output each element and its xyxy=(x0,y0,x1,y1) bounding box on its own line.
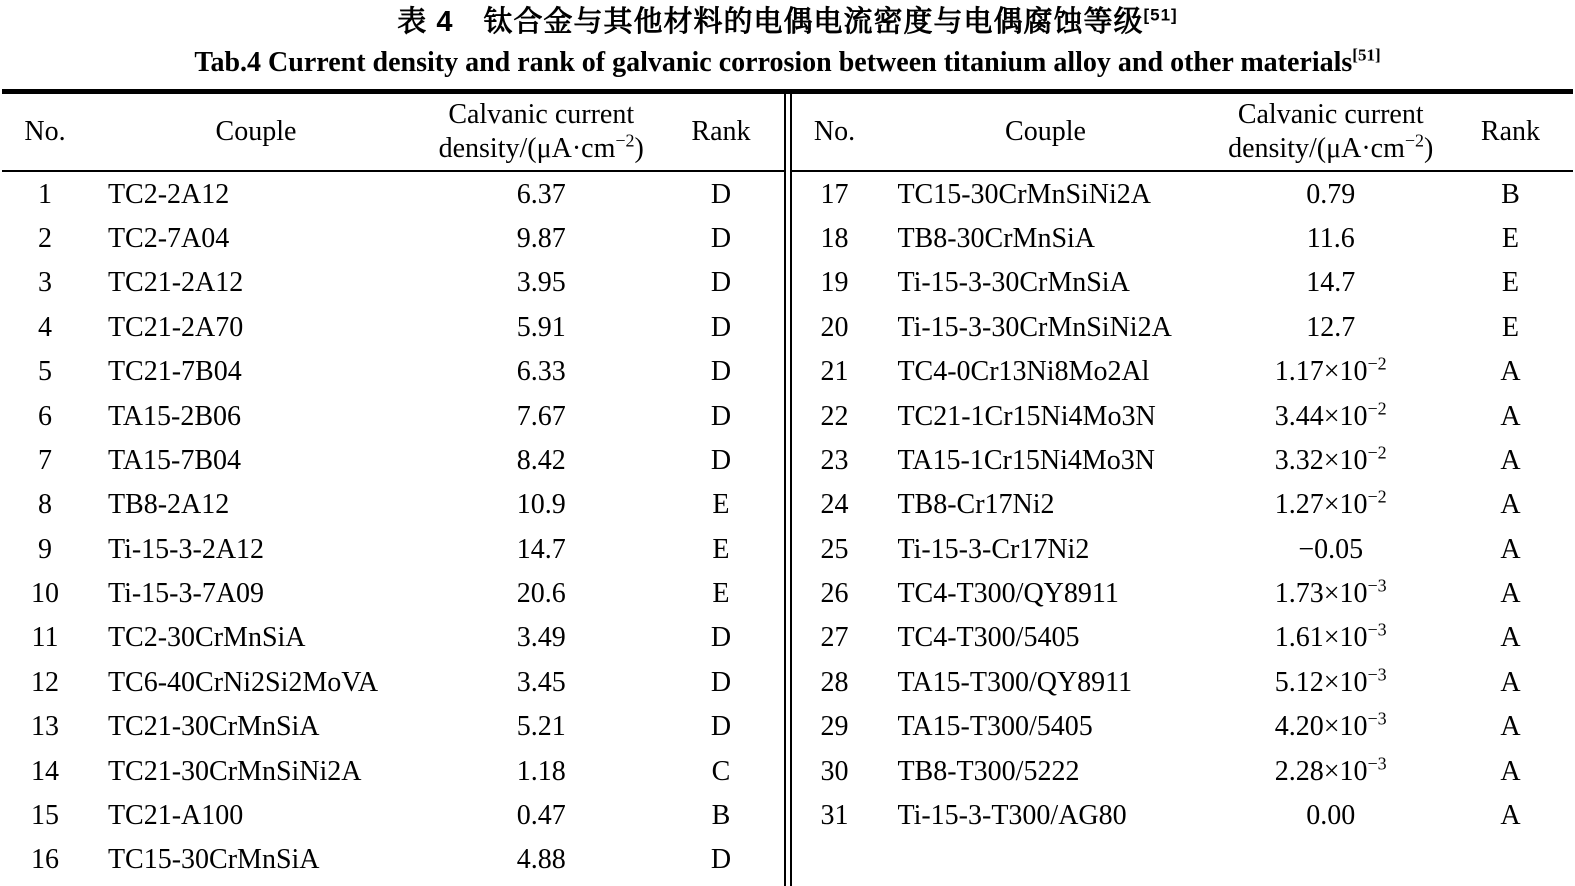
right-tbody xyxy=(792,171,1574,838)
caption-english xyxy=(0,46,1575,80)
cell-no: 18 xyxy=(820,222,849,254)
cell-no: 30 xyxy=(820,755,849,787)
table-row xyxy=(792,350,1574,394)
cell-no: 5 xyxy=(37,356,52,388)
cell-couple: TB8-Cr17Ni2 xyxy=(897,489,1055,521)
cell-density: 6.37 xyxy=(516,178,566,210)
cell-density: 1.18 xyxy=(516,755,566,787)
cell-rank: A xyxy=(1500,622,1521,654)
cell-no: 19 xyxy=(820,267,849,299)
cell-rank: E xyxy=(1501,267,1520,299)
cell-density: 0.00 xyxy=(1306,800,1356,832)
table-row xyxy=(792,171,1574,216)
cell-density: $4.20\times 10^{-3}$ xyxy=(1274,708,1387,743)
cell-rank: D xyxy=(710,311,732,343)
table-row xyxy=(2,217,784,261)
table-row xyxy=(2,483,784,527)
cell-density: 7.67 xyxy=(516,400,566,432)
cell-no: 9 xyxy=(37,533,52,565)
table-row xyxy=(2,171,784,216)
cell-couple: Ti-15-3-T300/AG80 xyxy=(897,800,1127,832)
cell-no: 21 xyxy=(820,356,849,388)
cell-rank: A xyxy=(1500,356,1521,388)
cell-rank: E xyxy=(1501,311,1520,343)
cell-couple: TC6-40CrNi2Si2MoVA xyxy=(107,666,379,698)
cell-density: $3.44\times 10^{-2}$ xyxy=(1274,398,1387,432)
col-header-rank: Rank xyxy=(658,94,783,171)
col-header-couple: Couple xyxy=(877,94,1213,171)
cell-couple: TC21-2A12 xyxy=(107,267,244,299)
table-row xyxy=(2,261,784,305)
cell-rank: C xyxy=(711,755,731,787)
header-row xyxy=(792,94,1574,171)
col-header-rank: Rank xyxy=(1448,94,1573,171)
cell-density: $1.61\times 10^{-3}$ xyxy=(1274,620,1387,654)
cell-no: 29 xyxy=(820,711,849,743)
cell-couple: TC21-A100 xyxy=(107,800,244,832)
caption-chinese xyxy=(0,0,1575,40)
cell-density: 14.7 xyxy=(1306,267,1356,299)
cell-rank: E xyxy=(712,533,730,565)
cell-couple: TA15-7B04 xyxy=(107,444,242,476)
cell-rank: B xyxy=(1501,178,1520,210)
cell-rank: D xyxy=(710,356,732,388)
cell-couple: TC15-30CrMnSiA xyxy=(107,844,320,876)
cell-rank: E xyxy=(712,489,730,521)
cell-couple: TC4-0Cr13Ni8Mo2Al xyxy=(897,356,1150,388)
cell-couple: TA15-2B06 xyxy=(107,400,242,432)
cell-density: 10.9 xyxy=(516,489,566,521)
cell-rank: D xyxy=(710,622,732,654)
cell-rank: E xyxy=(712,578,730,610)
cell-no: 12 xyxy=(30,666,59,698)
cell-density: 0.47 xyxy=(516,800,566,832)
right-subtable xyxy=(792,94,1574,886)
caption-english-text: Tab.4 Current density and rank of galvanic corrosion between titanium alloy and other materials xyxy=(194,46,1353,78)
table-row xyxy=(2,306,784,350)
cell-no: 8 xyxy=(37,489,52,521)
table-row xyxy=(2,616,784,660)
col-header-couple: Couple xyxy=(88,94,424,171)
table-row xyxy=(792,794,1574,838)
galvanic-corrosion-table xyxy=(2,89,1573,886)
cell-density: 3.95 xyxy=(516,267,566,299)
exponent: −2 xyxy=(1367,353,1387,374)
cell-couple: TC21-30CrMnSiA xyxy=(107,711,320,743)
cell-no: 25 xyxy=(820,533,849,565)
cell-rank: D xyxy=(710,400,732,432)
cell-rank: D xyxy=(710,844,732,876)
left-tbody xyxy=(2,171,784,882)
table-row xyxy=(792,705,1574,749)
exponent: −3 xyxy=(1367,575,1387,596)
cell-rank: A xyxy=(1500,755,1521,787)
cell-couple: Ti-15-3-30CrMnSiA xyxy=(897,267,1130,299)
cell-no: 26 xyxy=(820,578,849,610)
cell-couple: TC21-30CrMnSiNi2A xyxy=(107,755,362,787)
cell-no: 1 xyxy=(37,178,52,210)
cell-density: 14.7 xyxy=(516,533,566,565)
table-row xyxy=(792,749,1574,793)
cell-rank: E xyxy=(1501,222,1520,254)
table-row xyxy=(792,261,1574,305)
cell-no: 6 xyxy=(37,400,52,432)
cell-couple: TC4-T300/5405 xyxy=(897,622,1080,654)
cell-density: 6.33 xyxy=(516,356,566,388)
cell-density: $3.32\times 10^{-2}$ xyxy=(1274,442,1387,476)
table-row xyxy=(2,794,784,838)
cell-couple: TB8-30CrMnSiA xyxy=(897,222,1096,254)
caption-chinese-text: 表 4 钛合金与其他材料的电偶电流密度与电偶腐蚀等级 xyxy=(397,6,1144,38)
cell-couple: Ti-15-3-7A09 xyxy=(107,578,265,610)
cell-couple: TA15-T300/QY8911 xyxy=(897,666,1133,698)
table-row xyxy=(2,572,784,616)
cell-couple: TC4-T300/QY8911 xyxy=(897,578,1119,610)
cell-density: 4.88 xyxy=(516,844,566,876)
cell-couple: TC15-30CrMnSiNi2A xyxy=(897,178,1152,210)
cell-rank: A xyxy=(1500,489,1521,521)
cell-couple: TC2-7A04 xyxy=(107,222,230,254)
cell-no: 16 xyxy=(30,844,59,876)
table-row xyxy=(2,350,784,394)
cell-rank: D xyxy=(710,711,732,743)
cell-no: 31 xyxy=(820,800,849,832)
table-row xyxy=(792,306,1574,350)
reference-superscript: [51] xyxy=(1143,5,1178,25)
cell-no: 4 xyxy=(37,311,52,343)
cell-rank: A xyxy=(1500,578,1521,610)
cell-no: 2 xyxy=(37,222,52,254)
cell-no: 24 xyxy=(820,489,849,521)
reference-superscript: [51] xyxy=(1352,45,1381,65)
cell-density: $5.12\times 10^{-3}$ xyxy=(1274,664,1387,698)
cell-couple: TA15-T300/5405 xyxy=(897,711,1093,743)
cell-rank: A xyxy=(1500,444,1521,476)
cell-density: 3.45 xyxy=(516,666,566,698)
table-row xyxy=(792,439,1574,483)
col-header-density: Calvanic current density/$(\mu A\cdot cm^{-2})$ xyxy=(1214,94,1448,171)
cell-couple: TC21-7B04 xyxy=(107,356,242,388)
cell-rank: A xyxy=(1500,800,1521,832)
cell-no: 15 xyxy=(30,800,59,832)
cell-no: 11 xyxy=(31,622,59,654)
cell-rank: A xyxy=(1500,666,1521,698)
cell-density: 0.79 xyxy=(1306,178,1356,210)
exponent: −3 xyxy=(1367,620,1387,641)
table-row xyxy=(2,439,784,483)
cell-no: 3 xyxy=(37,267,52,299)
cell-no: 23 xyxy=(820,444,849,476)
cell-no: 17 xyxy=(820,178,849,210)
cell-density: $1.27\times 10^{-2}$ xyxy=(1274,486,1387,521)
table-row xyxy=(2,705,784,749)
left-subtable xyxy=(2,94,784,886)
cell-density: $1.73\times 10^{-3}$ xyxy=(1274,575,1387,610)
cell-couple: Ti-15-3-2A12 xyxy=(107,533,265,565)
cell-couple: Ti-15-3-Cr17Ni2 xyxy=(897,533,1090,565)
table-row xyxy=(2,394,784,438)
col-header-density: Calvanic current density/$(\mu A\cdot cm^{-2})$ xyxy=(424,94,658,171)
table-row xyxy=(792,616,1574,660)
cell-no: 13 xyxy=(30,711,59,743)
table-row xyxy=(792,217,1574,261)
cell-density: $2.28\times 10^{-3}$ xyxy=(1274,753,1387,787)
exponent: −2 xyxy=(1367,486,1387,507)
cell-couple: TB8-2A12 xyxy=(107,489,230,521)
vertical-divider xyxy=(784,94,792,886)
unit-exponent: −2 xyxy=(1404,131,1424,152)
cell-density: 5.91 xyxy=(516,311,566,343)
cell-couple: TC2-30CrMnSiA xyxy=(107,622,306,654)
cell-no: 10 xyxy=(30,578,59,610)
cell-couple: TC2-2A12 xyxy=(107,178,230,210)
cell-couple: Ti-15-3-30CrMnSiNi2A xyxy=(897,311,1172,343)
table-row xyxy=(792,572,1574,616)
col-header-no: No. xyxy=(2,94,88,171)
cell-rank: D xyxy=(710,178,732,210)
cell-density: 8.42 xyxy=(516,444,566,476)
cell-no: 14 xyxy=(30,755,59,787)
cell-rank: A xyxy=(1500,711,1521,743)
exponent: −3 xyxy=(1367,664,1387,685)
cell-rank: D xyxy=(710,222,732,254)
cell-couple: TA15-1Cr15Ni4Mo3N xyxy=(897,444,1155,476)
table-caption xyxy=(0,0,1575,79)
cell-no: 20 xyxy=(820,311,849,343)
cell-rank: B xyxy=(711,800,731,832)
cell-couple: TC21-1Cr15Ni4Mo3N xyxy=(897,400,1156,432)
table-row xyxy=(792,661,1574,705)
cell-rank: D xyxy=(710,666,732,698)
table-row xyxy=(792,394,1574,438)
cell-rank: A xyxy=(1500,400,1521,432)
cell-no: 28 xyxy=(820,666,849,698)
cell-density: 5.21 xyxy=(516,711,566,743)
cell-density: 9.87 xyxy=(516,222,566,254)
cell-couple: TB8-T300/5222 xyxy=(897,755,1080,787)
unit-exponent: −2 xyxy=(615,131,635,152)
table-row xyxy=(2,749,784,793)
cell-density: 11.6 xyxy=(1306,222,1355,254)
cell-no: 22 xyxy=(820,400,849,432)
table-row xyxy=(792,483,1574,527)
cell-density: 20.6 xyxy=(516,578,566,610)
exponent: −2 xyxy=(1367,398,1387,419)
cell-couple: TC21-2A70 xyxy=(107,311,244,343)
table-row xyxy=(2,838,784,882)
exponent: −3 xyxy=(1367,708,1387,729)
table-row xyxy=(2,528,784,572)
exponent: −3 xyxy=(1367,753,1387,774)
cell-density: 3.49 xyxy=(516,622,566,654)
cell-rank: D xyxy=(710,444,732,476)
table-row xyxy=(792,528,1574,572)
cell-rank: A xyxy=(1500,533,1521,565)
cell-no: 27 xyxy=(820,622,849,654)
col-header-no: No. xyxy=(792,94,878,171)
cell-density: 12.7 xyxy=(1306,311,1356,343)
header-row xyxy=(2,94,784,171)
cell-no: 7 xyxy=(37,444,52,476)
cell-density: −0.05 xyxy=(1298,533,1364,565)
cell-rank: D xyxy=(710,267,732,299)
exponent: −2 xyxy=(1367,442,1387,463)
cell-density: $1.17\times 10^{-2}$ xyxy=(1274,353,1387,388)
table-row xyxy=(2,661,784,705)
